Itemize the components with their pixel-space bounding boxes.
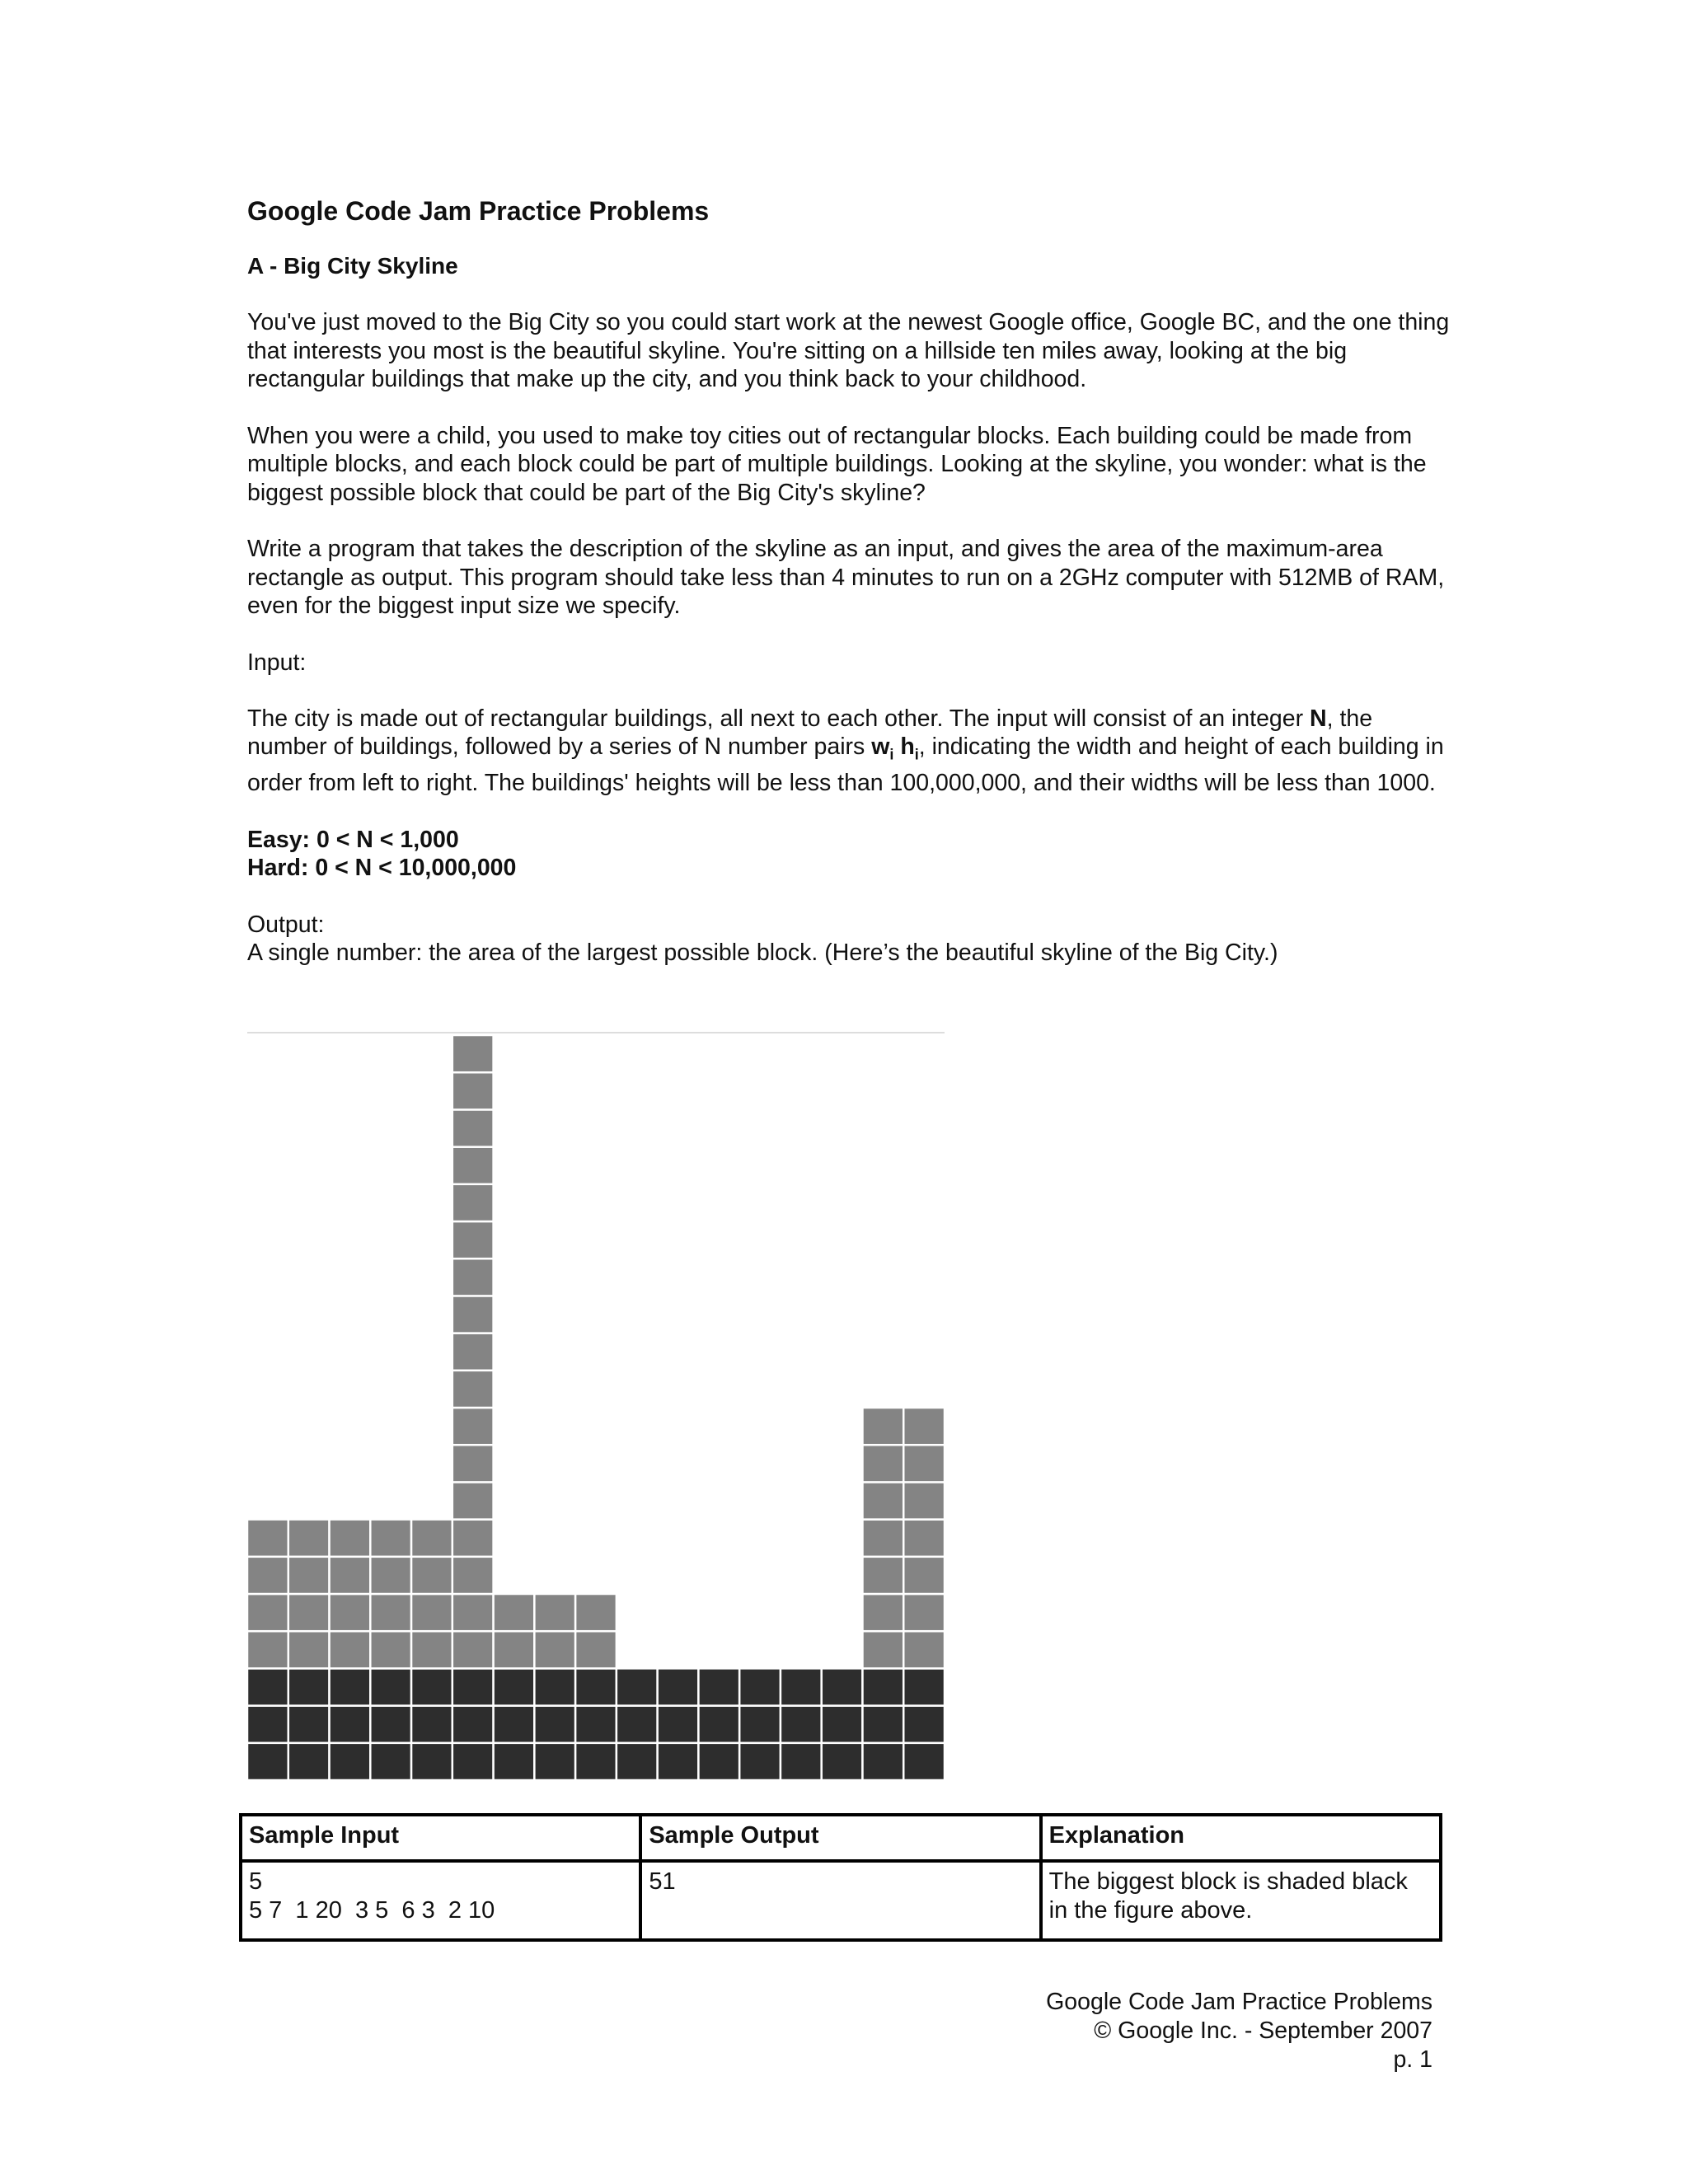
highlight-block bbox=[903, 1668, 945, 1705]
document-title: Google Code Jam Practice Problems bbox=[247, 196, 710, 226]
building-3 bbox=[494, 1594, 617, 1780]
skyline-block bbox=[247, 1557, 288, 1594]
sample-output-cell: 51 bbox=[640, 1861, 1040, 1940]
highlight-block bbox=[903, 1743, 945, 1780]
highlight-block bbox=[411, 1706, 452, 1743]
highlight-block bbox=[862, 1668, 903, 1705]
highlight-block bbox=[534, 1668, 575, 1705]
highlight-block bbox=[781, 1706, 822, 1743]
skyline-block bbox=[903, 1594, 945, 1631]
paragraph-task: Write a program that takes the description of the skyline as an input, and gives the area of the maximum-area rectangle as output. This program should take less than 4 minutes to run on a 2GHz computer with 512MB of RAM, even for the biggest input size we specify. bbox=[247, 536, 1445, 619]
building-2 bbox=[452, 1035, 494, 1780]
highlight-block bbox=[330, 1668, 371, 1705]
header-sample-input: Sample Input bbox=[241, 1815, 640, 1861]
skyline-block bbox=[452, 1109, 494, 1146]
skyline-block bbox=[452, 1184, 494, 1221]
document-body bbox=[247, 194, 1451, 968]
paragraph-childhood: When you were a child, you used to make toy cities out of rectangular blocks. Each building could be made from multiple blocks, and each block could be part of multiple buildings. Looking at the skyline, you wonder: what is the biggest possible block that could be part of the Big City's skyline? bbox=[247, 422, 1427, 506]
skyline-block bbox=[452, 1333, 494, 1371]
header-sample-output: Sample Output bbox=[640, 1815, 1040, 1861]
skyline-block bbox=[330, 1557, 371, 1594]
skyline-block bbox=[452, 1371, 494, 1408]
skyline-block bbox=[330, 1520, 371, 1557]
input-desc-n: N bbox=[1310, 705, 1327, 732]
skyline-block bbox=[452, 1594, 494, 1631]
highlight-block bbox=[247, 1668, 288, 1705]
highlight-block bbox=[247, 1743, 288, 1780]
highlight-block bbox=[617, 1706, 658, 1743]
highlight-block bbox=[411, 1743, 452, 1780]
highlight-block bbox=[494, 1743, 535, 1780]
skyline-block bbox=[575, 1594, 617, 1631]
highlight-block bbox=[658, 1668, 699, 1705]
skyline-block bbox=[494, 1594, 535, 1631]
highlight-block bbox=[822, 1706, 863, 1743]
skyline-block bbox=[411, 1520, 452, 1557]
input-desc-h: h bbox=[900, 733, 915, 760]
skyline-block bbox=[370, 1557, 411, 1594]
highlight-block bbox=[575, 1668, 617, 1705]
highlight-block bbox=[575, 1706, 617, 1743]
highlight-block bbox=[781, 1743, 822, 1780]
highlight-block bbox=[739, 1706, 781, 1743]
paragraph-intro: You've just moved to the Big City so you could start work at the newest Google office, Google BC, and the one thing that interests you most is the beautiful skyline. You're sitting on a hillside ten miles away, looking at the big rectangular buildings that make up the city, and you think back to your childhood. bbox=[247, 309, 1450, 392]
problem-title: A - Big City Skyline bbox=[247, 253, 458, 279]
highlight-block bbox=[739, 1668, 781, 1705]
highlight-block bbox=[370, 1668, 411, 1705]
skyline-block bbox=[452, 1035, 494, 1072]
skyline-block bbox=[862, 1482, 903, 1519]
sample-input-cell: 5 5 7 1 20 3 5 6 3 2 10 bbox=[241, 1861, 640, 1940]
skyline-block bbox=[862, 1408, 903, 1445]
skyline-block bbox=[452, 1520, 494, 1557]
skyline-block bbox=[411, 1631, 452, 1668]
skyline-block bbox=[330, 1631, 371, 1668]
skyline-svg bbox=[247, 1032, 945, 1780]
skyline-block bbox=[370, 1631, 411, 1668]
highlight-block bbox=[494, 1668, 535, 1705]
highlight-block bbox=[739, 1743, 781, 1780]
skyline-block bbox=[288, 1631, 330, 1668]
highlight-block bbox=[494, 1706, 535, 1743]
building-1 bbox=[247, 1520, 452, 1780]
skyline-block bbox=[534, 1631, 575, 1668]
output-description: A single number: the area of the largest possible block. (Here’s the beautiful skyline of the Big City.) bbox=[247, 940, 1278, 967]
skyline-block bbox=[903, 1482, 945, 1519]
highlight-block bbox=[617, 1668, 658, 1705]
paragraph-input-description bbox=[247, 705, 1451, 798]
skyline-figure bbox=[247, 1032, 945, 1780]
skyline-block bbox=[862, 1520, 903, 1557]
skyline-block bbox=[330, 1594, 371, 1631]
skyline-block bbox=[370, 1594, 411, 1631]
highlight-block bbox=[288, 1706, 330, 1743]
skyline-block bbox=[247, 1520, 288, 1557]
highlight-block bbox=[247, 1706, 288, 1743]
skyline-block bbox=[370, 1520, 411, 1557]
skyline-block bbox=[903, 1520, 945, 1557]
constraint-hard: Hard: 0 < N < 10,000,000 bbox=[247, 855, 517, 882]
highlight-block bbox=[822, 1743, 863, 1780]
skyline-block bbox=[452, 1631, 494, 1668]
header-explanation: Explanation bbox=[1041, 1815, 1441, 1861]
highlight-block bbox=[903, 1706, 945, 1743]
highlight-block bbox=[781, 1668, 822, 1705]
highlight-block bbox=[288, 1743, 330, 1780]
skyline-block bbox=[452, 1408, 494, 1445]
skyline-block bbox=[903, 1631, 945, 1668]
constraints bbox=[247, 826, 1451, 883]
skyline-block bbox=[452, 1221, 494, 1258]
highlight-block bbox=[698, 1743, 739, 1780]
sample-table-row bbox=[241, 1861, 1441, 1940]
skyline-block bbox=[903, 1408, 945, 1445]
highlight-block bbox=[411, 1668, 452, 1705]
constraint-easy: Easy: 0 < N < 1,000 bbox=[247, 826, 459, 853]
skyline-block bbox=[411, 1594, 452, 1631]
highlight-block bbox=[862, 1743, 903, 1780]
highlight-block bbox=[534, 1743, 575, 1780]
skyline-block bbox=[452, 1482, 494, 1519]
building-5 bbox=[862, 1408, 945, 1780]
skyline-block bbox=[452, 1557, 494, 1594]
highlight-block bbox=[698, 1706, 739, 1743]
output-section bbox=[247, 911, 1451, 968]
building-4 bbox=[617, 1668, 863, 1780]
highlight-block bbox=[534, 1706, 575, 1743]
explanation-cell bbox=[1041, 1861, 1441, 1940]
input-desc-part-b: , the number of buildings, followed by a series of N number pairs bbox=[247, 705, 1373, 760]
input-desc-sub-i2: i bbox=[914, 746, 919, 763]
highlight-block bbox=[370, 1706, 411, 1743]
highlight-block bbox=[658, 1706, 699, 1743]
skyline-block bbox=[494, 1631, 535, 1668]
sample-table bbox=[239, 1813, 1442, 1942]
skyline-block bbox=[452, 1445, 494, 1482]
highlight-block bbox=[822, 1668, 863, 1705]
highlight-block bbox=[617, 1743, 658, 1780]
sample-table-header-row bbox=[241, 1815, 1441, 1861]
input-label: Input: bbox=[247, 649, 307, 676]
input-desc-w: w bbox=[871, 733, 890, 760]
skyline-block bbox=[862, 1594, 903, 1631]
highlight-block bbox=[575, 1743, 617, 1780]
input-desc-sub-i1: i bbox=[889, 746, 894, 763]
skyline-block bbox=[247, 1631, 288, 1668]
skyline-block bbox=[862, 1631, 903, 1668]
skyline-block bbox=[903, 1445, 945, 1482]
skyline-block bbox=[534, 1594, 575, 1631]
skyline-block bbox=[862, 1557, 903, 1594]
skyline-block bbox=[288, 1557, 330, 1594]
highlight-block bbox=[452, 1668, 494, 1705]
skyline-block bbox=[452, 1072, 494, 1109]
page-footer bbox=[1046, 1988, 1432, 2074]
explanation-line-2: in the figure above. bbox=[1048, 1897, 1253, 1924]
footer-copyright: © Google Inc. - September 2007 bbox=[1094, 2018, 1432, 2044]
highlight-block bbox=[452, 1706, 494, 1743]
skyline-block bbox=[575, 1631, 617, 1668]
skyline-block bbox=[903, 1557, 945, 1594]
page-number: p. 1 bbox=[1393, 2046, 1432, 2073]
skyline-block bbox=[288, 1594, 330, 1631]
highlight-block bbox=[658, 1743, 699, 1780]
input-desc-wi bbox=[871, 733, 919, 763]
skyline-block bbox=[452, 1296, 494, 1333]
footer-title: Google Code Jam Practice Problems bbox=[1046, 1989, 1432, 2015]
highlight-block bbox=[330, 1706, 371, 1743]
highlight-block bbox=[330, 1743, 371, 1780]
skyline-block bbox=[411, 1557, 452, 1594]
skyline-block bbox=[862, 1445, 903, 1482]
skyline-block bbox=[452, 1258, 494, 1296]
explanation-line-1: The biggest block is shaded black bbox=[1048, 1868, 1408, 1895]
highlight-block bbox=[370, 1743, 411, 1780]
skyline-block bbox=[452, 1147, 494, 1184]
output-label: Output: bbox=[247, 911, 325, 938]
skyline-block bbox=[288, 1520, 330, 1557]
skyline-block bbox=[247, 1594, 288, 1631]
input-desc-part-a: The city is made out of rectangular buildings, all next to each other. The input will consist of an integer bbox=[247, 705, 1311, 732]
highlight-block bbox=[698, 1668, 739, 1705]
highlight-block bbox=[862, 1706, 903, 1743]
input-desc-part-c: , indicating the width and height of each building in order from left to right. The buildings' heights will be less than 100,000,000, and their widths will be less than 1000. bbox=[247, 733, 1444, 797]
highlight-block bbox=[288, 1668, 330, 1705]
highlight-block bbox=[452, 1743, 494, 1780]
